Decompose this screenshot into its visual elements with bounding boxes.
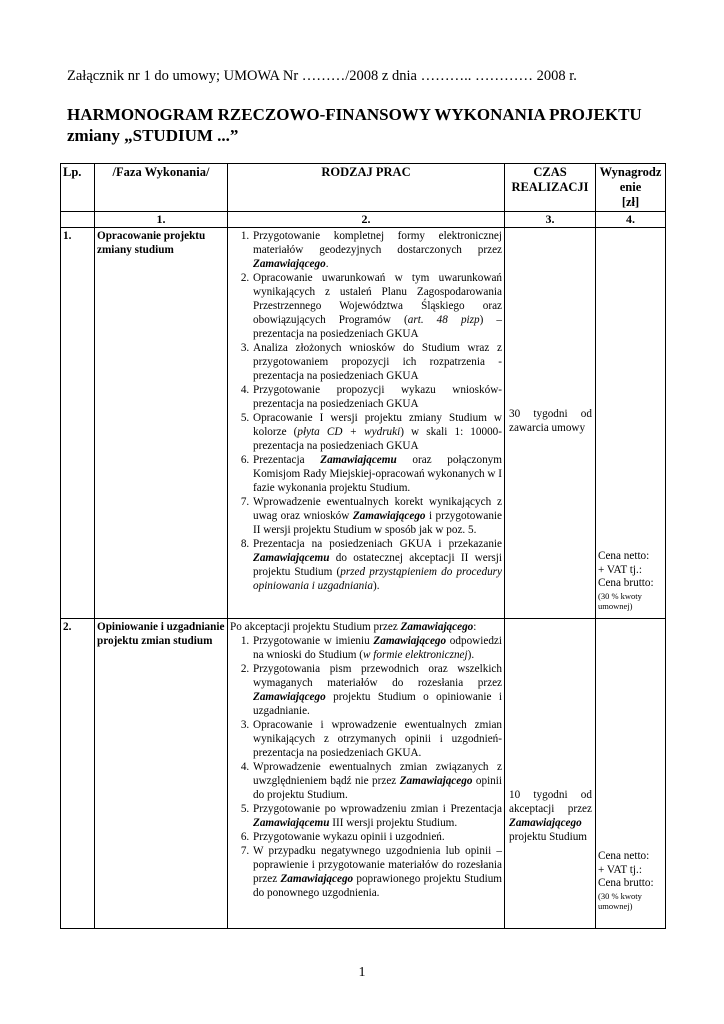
price-note: (30 % kwoty umownej) xyxy=(598,590,642,611)
row-price-block xyxy=(598,550,663,611)
row-czas: 30 tygodni od zawarcia umowy xyxy=(509,408,592,434)
attachment-line: Załącznik nr 1 do umowy; UMOWA Nr ………/2008 z dnia ……….. ………… 2008 r. xyxy=(67,68,577,84)
task-item: 3. Analiza złożonych wniosków do Studium wraz z przygotowaniem propozycji ich rozpatrzenia - prezentacja na posiedzeniach GKUA xyxy=(252,341,502,383)
task-item: 1. Przygotowanie kompletnej formy elektronicznej materiałów geodezyjnych dostarczonych przez Zamawiającego. xyxy=(252,229,502,271)
row-price-block xyxy=(598,850,663,911)
task-intro: Po akceptacji projektu Studium przez Zamawiającego: xyxy=(230,621,477,633)
schedule-table xyxy=(60,163,666,929)
heading-line-2: zmiany „STUDIUM ...” xyxy=(67,126,239,145)
task-item: 2. Opracowanie uwarunkowań w tym uwarunkowań wynikających z ustaleń Planu Zagospodarowania Przestrzennego Województwa Śląskiego oraz obowiązujących Programów (art. 48 pizp) – prezentacja na posiedzeniach GKUA xyxy=(252,271,502,341)
cena-brutto-label: Cena brutto: xyxy=(598,577,654,589)
vat-label: + VAT tj.: xyxy=(598,563,642,576)
col-number-4: 4. xyxy=(596,212,666,228)
price-note: (30 % kwoty umownej) xyxy=(598,890,642,911)
row-wynagrodzenie-cell xyxy=(596,228,666,619)
cena-brutto-label: Cena brutto: xyxy=(598,877,654,889)
task-item: 1. Przygotowanie w imieniu Zamawiającego odpowiedzi na wnioski do Studium (w formie elektronicznej). xyxy=(252,634,502,662)
table-row xyxy=(61,619,666,929)
task-item: 7. Wprowadzenie ewentualnych korekt wynikających z uwag oraz wniosków Zamawiającego i przygotowanie II wersji projektu Studium w sposób jak w poz. 5. xyxy=(252,495,502,537)
col-number-2: 2. xyxy=(228,212,505,228)
table-row xyxy=(61,228,666,619)
document-heading xyxy=(67,104,642,146)
vat-label: + VAT tj.: xyxy=(598,863,642,876)
header-lp: Lp. xyxy=(61,164,95,212)
task-item: 8. Prezentacja na posiedzeniach GKUA i przekazanie Zamawiającemu do ostatecznej akceptacji II wersji projektu Studium (przed przystąpieniem do procedury opiniowania i uzgadniania). xyxy=(252,537,502,593)
header-wynagrodzenie xyxy=(596,164,666,212)
col-number-1: 1. xyxy=(95,212,228,228)
row-lp: 2. xyxy=(61,619,95,929)
row-czas: 10 tygodni od akceptacji przez Zamawiającego projektu Studium xyxy=(509,789,592,843)
task-list xyxy=(230,229,502,593)
col-number-3: 3. xyxy=(505,212,596,228)
header-wyn-line-2: enie xyxy=(619,180,642,194)
col-number-blank xyxy=(61,212,95,228)
page-number: 1 xyxy=(358,965,366,980)
row-lp: 1. xyxy=(61,228,95,619)
header-czas-line-2: REALIZACJI xyxy=(511,180,589,194)
header-czas xyxy=(505,164,596,212)
row-phase: Opracowanie projektu zmiany studium xyxy=(95,228,228,619)
task-item: 3. Opracowanie i wprowadzenie ewentualnych zmian wynikających z otrzymanych opinii i uzgodnień- prezentacja na posiedzeniach GKUA. xyxy=(252,718,502,760)
task-item: 5. Opracowanie I wersji projektu zmiany Studium w kolorze (płyta CD + wydruki) w skali 1: 10000- prezentacja na posiedzeniach GKUA xyxy=(252,411,502,453)
task-item: 2. Przygotowania pism przewodnich oraz wszelkich wymaganych materiałów do rozesłania przez Zamawiającego projektu Studium o opiniowanie i uzgadnianie. xyxy=(252,662,502,718)
task-item: 4. Wprowadzenie ewentualnych zmian związanych z uwzględnieniem bądź nie przez Zamawiającego opinii do projektu Studium. xyxy=(252,760,502,802)
cena-netto-label: Cena netto: xyxy=(598,550,650,562)
header-czas-line-1: CZAS xyxy=(533,165,567,179)
row-tasks-cell xyxy=(228,619,505,929)
task-item: 4. Przygotowanie propozycji wykazu wniosków- prezentacja na posiedzeniach GKUA xyxy=(252,383,502,411)
heading-line-1: HARMONOGRAM RZECZOWO-FINANSOWY WYKONANIA PROJEKTU xyxy=(67,105,642,124)
header-wyn-line-3: [zł] xyxy=(621,195,640,209)
row-wynagrodzenie-cell xyxy=(596,619,666,929)
header-faza: /Faza Wykonania/ xyxy=(95,164,228,212)
row-czas-cell xyxy=(505,228,596,619)
row-tasks-cell xyxy=(228,228,505,619)
task-item: 7. W przypadku negatywnego uzgodnienia lub opinii – poprawienie i przygotowanie materiałów do rozesłania przez Zamawiającego poprawionego projektu Studium do ponownego uzgodnienia. xyxy=(252,844,502,900)
task-item: 6. Przygotowanie wykazu opinii i uzgodnień. xyxy=(252,830,502,844)
column-number-row xyxy=(61,212,666,228)
header-rodzaj: RODZAJ PRAC xyxy=(228,164,505,212)
task-list xyxy=(230,634,502,900)
header-wyn-line-1: Wynagrodz xyxy=(599,165,662,179)
task-item: 5. Przygotowanie po wprowadzeniu zmian i Prezentacja Zamawiającemu III wersji projektu Studium. xyxy=(252,802,502,830)
cena-netto-label: Cena netto: xyxy=(598,850,650,862)
header-row xyxy=(61,164,666,212)
row-czas-cell xyxy=(505,619,596,929)
row-phase: Opiniowanie i uzgadnianie projektu zmian studium xyxy=(95,619,228,929)
task-item: 6. Prezentacja Zamawiającemu oraz połączonym Komisjom Rady Miejskiej-opracowań wykonanych w I fazie wykonania projektu Studium. xyxy=(252,453,502,495)
